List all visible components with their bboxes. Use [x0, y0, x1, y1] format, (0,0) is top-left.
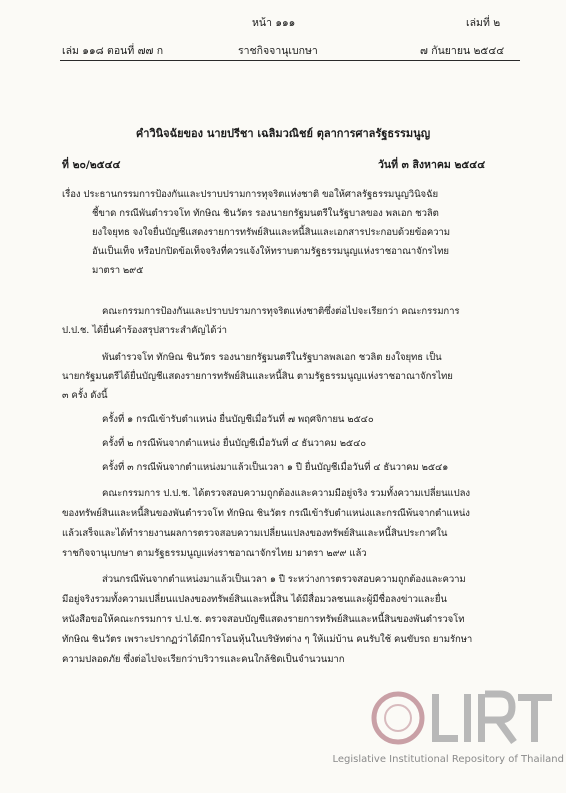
header-page-number: หน้า ๑๑๑ [252, 17, 296, 29]
paragraph-line: คณะกรรมการ ป.ป.ช. ได้ตรวจสอบความถูกต้องและความมีอยู่จริง รวมทั้งความเปลี่ยนแปลง [102, 488, 470, 499]
case-number: ที่ ๒๐/๒๕๔๔ [62, 159, 121, 171]
paragraph-line: ความปลอดภัย ซึ่งต่อไปจะเรียกว่าบริวารและคนใกล้ชิดเป็นจำนวนมาก [62, 654, 345, 665]
subject-line: มาตรา ๒๙๕ [92, 265, 144, 276]
paragraph-line: ทักษิณ ชินวัตร เพราะปรากฏว่าได้มีการโอนหุ้นในบริษัทต่าง ๆ ให้แม่บ้าน คนรับใช้ คนขับรถ ยามรักษา [62, 634, 473, 645]
paragraph-line: หนังสือขอให้คณะกรรมการ ป.ป.ช. ตรวจสอบบัญชีแสดงรายการทรัพย์สินและหนี้สินของพันตำรวจโท [62, 614, 465, 625]
paragraph-line: ส่วนกรณีพ้นจากตำแหน่งมาแล้วเป็นเวลา ๑ ปี ระหว่างการตรวจสอบความถูกต้องและความ [102, 574, 466, 585]
paragraph-line: คณะกรรมการป้องกันและปราบปรามการทุจริตแห่งชาติซึ่งต่อไปจะเรียกว่า คณะกรรมการ [102, 306, 460, 317]
paragraph-line: แล้วเสร็จและได้ทำรายงานผลการตรวจสอบความเปลี่ยนแปลงของทรัพย์สินและหนี้สินประกาศใน [62, 528, 448, 539]
paragraph-line: ราชกิจจานุเบกษา ตามรัฐธรรมนูญแห่งราชอาณาจักรไทย มาตรา ๒๙๙ แล้ว [62, 548, 367, 559]
header-gazette-name: ราชกิจจานุเบกษา [238, 45, 318, 57]
paragraph-line: ป.ป.ช. ได้ยื่นคำร้องสรุปสาระสำคัญได้ว่า [62, 325, 227, 336]
list-item: ครั้งที่ ๒ กรณีพ้นจากตำแหน่ง ยื่นบัญชีเมื่อวันที่ ๔ ธันวาคม ๒๕๔๐ [102, 438, 367, 449]
header-date: ๗ กันยายน ๒๕๔๔ [420, 45, 505, 57]
lirt-logo-icon [364, 680, 554, 752]
list-item: ครั้งที่ ๑ กรณีเข้ารับตำแหน่ง ยื่นบัญชีเมื่อวันที่ ๗ พฤศจิกายน ๒๕๔๐ [102, 414, 374, 425]
header-rule [60, 60, 520, 61]
watermark-caption: Legislative Institutional Repository of Thailand [332, 754, 564, 765]
subject-line: ชี้ขาด กรณีพันตำรวจโท ทักษิณ ชินวัตร รองนายกรัฐมนตรีในรัฐบาลของ พลเอก ชวลิต [92, 208, 439, 219]
watermark [274, 680, 564, 790]
paragraph-line: ของทรัพย์สินและหนี้สินของพันตำรวจโท ทักษิณ ชินวัตร กรณีเข้ารับตำแหน่งและกรณีพ้นจากตำแหน่ง [62, 508, 470, 519]
subject-line: ยงใจยุทธ จงใจยื่นบัญชีแสดงรายการทรัพย์สินและหนี้สินและเอกสารประกอบด้วยข้อความ [92, 227, 451, 238]
subject-line: อันเป็นเท็จ หรือปกปิดข้อเท็จจริงที่ควรแจ้งให้ทราบตามรัฐธรรมนูญแห่งราชอาณาจักรไทย [92, 246, 449, 257]
paragraph-line: พันตำรวจโท ทักษิณ ชินวัตร รองนายกรัฐมนตรีในรัฐบาลพลเอก ชวลิต ยงใจยุทธ เป็น [102, 352, 442, 363]
header-issue: เล่ม ๑๑๘ ตอนที่ ๗๗ ก [62, 45, 164, 57]
header-volume: เล่มที่ ๒ [466, 17, 501, 29]
paragraph-line: ๓ ครั้ง ดังนี้ [62, 390, 108, 401]
decision-date: วันที่ ๓ สิงหาคม ๒๕๔๔ [378, 159, 486, 171]
page-title: คำวินิจฉัยของ นายปรีชา เฉลิมวณิชย์ ตุลาการศาลรัฐธรรมนูญ [135, 127, 431, 140]
subject-line: เรื่อง ประธานกรรมการป้องกันและปราบปรามการทุจริตแห่งชาติ ขอให้ศาลรัฐธรรมนูญวินิจฉัย [62, 189, 439, 200]
paragraph-line: มีอยู่จริงรวมทั้งความเปลี่ยนแปลงของทรัพย์สินและหนี้สิน ได้มีสื่อมวลชนและผู้มีชื่อลงข่าวและยื่น [62, 594, 447, 605]
paragraph-line: นายกรัฐมนตรีได้ยื่นบัญชีแสดงรายการทรัพย์สินและหนี้สิน ตามรัฐธรรมนูญแห่งราชอาณาจักรไทย [62, 371, 453, 382]
list-item: ครั้งที่ ๓ กรณีพ้นจากตำแหน่งมาแล้วเป็นเวลา ๑ ปี ยื่นบัญชีเมื่อวันที่ ๔ ธันวาคม ๒๕๔๑ [102, 462, 449, 473]
